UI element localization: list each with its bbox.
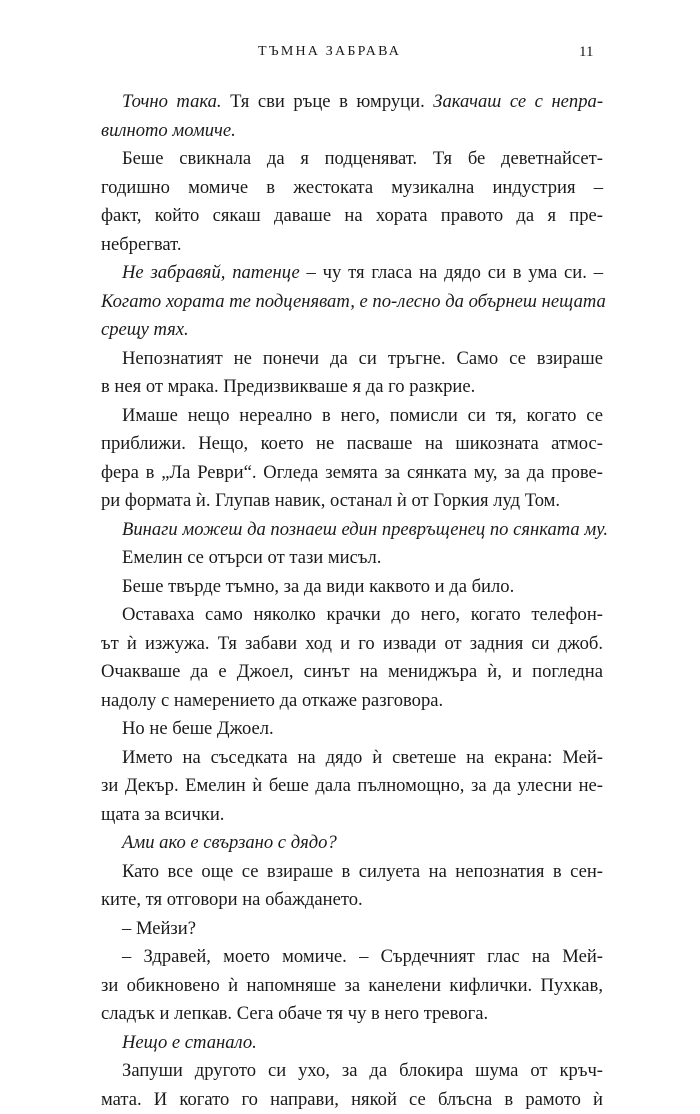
text-line — [101, 487, 603, 516]
text-line — [101, 1000, 603, 1029]
body-text — [101, 88, 603, 1114]
text-segment: приближи. Нещо, което не пасваше на шикозната атмос- — [101, 433, 603, 454]
italic-text: Нещо е станало. — [122, 1032, 257, 1053]
text-line — [101, 972, 603, 1001]
text-line — [101, 601, 603, 630]
text-line — [101, 288, 603, 317]
italic-text: Ами ако е свързано с дядо? — [122, 832, 337, 853]
text-line — [101, 402, 603, 431]
text-line — [101, 117, 603, 146]
text-line — [101, 174, 603, 203]
text-segment: ри формата ѝ. Глупав навик, останал ѝ от Горкия луд Том. — [101, 490, 560, 511]
text-segment: зи обикновено ѝ напомняше за канелени кифлички. Пухкав, — [101, 975, 603, 996]
text-segment: Непознатият не понечи да си тръгне. Само се взираше — [122, 348, 603, 369]
text-segment: – Здравей, моето момиче. – Сърдечният глас на Мей- — [122, 946, 603, 967]
italic-text: Когато хората те подценяват, е по-лесно да обърнеш нещата — [101, 291, 606, 312]
text-segment: факт, който сякаш даваше на хората правото да я пре- — [101, 205, 603, 226]
text-segment: Беше твърде тъмно, за да види каквото и да било. — [122, 576, 514, 597]
text-line — [101, 459, 603, 488]
text-segment: Името на съседката на дядо ѝ светеше на екрана: Мей- — [122, 747, 603, 768]
text-segment: надолу с намерението да откаже разговора. — [101, 690, 443, 711]
text-segment: Като все още се взираше в силуета на непознатия в сен- — [122, 861, 603, 882]
text-segment: – чу тя гласа на дядо си в ума си. – — [300, 262, 603, 283]
text-line — [101, 516, 603, 545]
text-segment: ките, тя отговори на обаждането. — [101, 889, 363, 910]
text-segment: Имаше нещо нереално в него, помисли си тя, когато се — [122, 405, 603, 426]
text-line — [101, 145, 603, 174]
text-line — [101, 202, 603, 231]
text-line — [101, 573, 603, 602]
text-line — [101, 943, 603, 972]
text-line — [101, 772, 603, 801]
italic-text: Закачаш се с непра- — [433, 91, 603, 112]
text-segment: сладък и лепкав. Сега обаче тя чу в него тревога. — [101, 1003, 488, 1024]
text-segment: Очакваше да е Джоел, синът на мениджъра ѝ, и погледна — [101, 661, 603, 682]
text-line — [101, 1086, 603, 1114]
text-line — [101, 345, 603, 374]
running-head — [0, 44, 700, 68]
text-line — [101, 715, 603, 744]
text-line — [101, 88, 603, 117]
text-line — [101, 744, 603, 773]
text-segment: ът ѝ изжужа. Тя забави ход и го извади от задния си джоб. — [101, 633, 603, 654]
text-segment: Оставаха само няколко крачки до него, когато телефон- — [122, 604, 603, 625]
text-line — [101, 316, 603, 345]
text-line — [101, 886, 603, 915]
text-segment: в нея от мрака. Предизвикваше я да го разкрие. — [101, 376, 475, 397]
text-segment: щата за всички. — [101, 804, 224, 825]
italic-text: Винаги можеш да познаеш един превръщенец по сянката му. — [122, 519, 608, 540]
text-line — [101, 544, 603, 573]
text-line — [101, 430, 603, 459]
text-line — [101, 658, 603, 687]
text-segment: зи Декър. Емелин ѝ беше дала пълномощно, за да улесни не- — [101, 775, 603, 796]
text-segment: мата. И когато го направи, някой се блъсна в рамото ѝ — [101, 1089, 603, 1110]
text-segment: Но не беше Джоел. — [122, 718, 274, 739]
text-line — [101, 259, 603, 288]
text-segment: Тя сви ръце в юмруци. — [222, 91, 434, 112]
text-line — [101, 630, 603, 659]
text-segment: Емелин се отърси от тази мисъл. — [122, 547, 381, 568]
text-line — [101, 858, 603, 887]
text-line — [101, 687, 603, 716]
book-title: ТЪМНА ЗАБРАВА — [258, 44, 401, 60]
text-line — [101, 915, 603, 944]
italic-text: Точно така. — [122, 91, 222, 112]
text-segment: – Мейзи? — [122, 918, 196, 939]
text-line — [101, 1029, 603, 1058]
text-line — [101, 801, 603, 830]
italic-text: вилното момиче. — [101, 120, 236, 141]
text-segment: небрегват. — [101, 234, 182, 255]
text-segment: Беше свикнала да я подценяват. Тя бе деветнайсет- — [122, 148, 603, 169]
text-segment: годишно момиче в жестоката музикална индустрия – — [101, 177, 603, 198]
text-segment: фера в „Ла Реври“. Огледа земята за сянката му, за да прове- — [101, 462, 603, 483]
text-line — [101, 1057, 603, 1086]
italic-text: срещу тях. — [101, 319, 189, 340]
text-line — [101, 231, 603, 260]
text-line — [101, 373, 603, 402]
page-number: 11 — [579, 44, 593, 61]
text-segment: Запуши другото си ухо, за да блокира шума от кръч- — [122, 1060, 603, 1081]
text-line — [101, 829, 603, 858]
italic-text: Не забравяй, патенце — [122, 262, 300, 283]
